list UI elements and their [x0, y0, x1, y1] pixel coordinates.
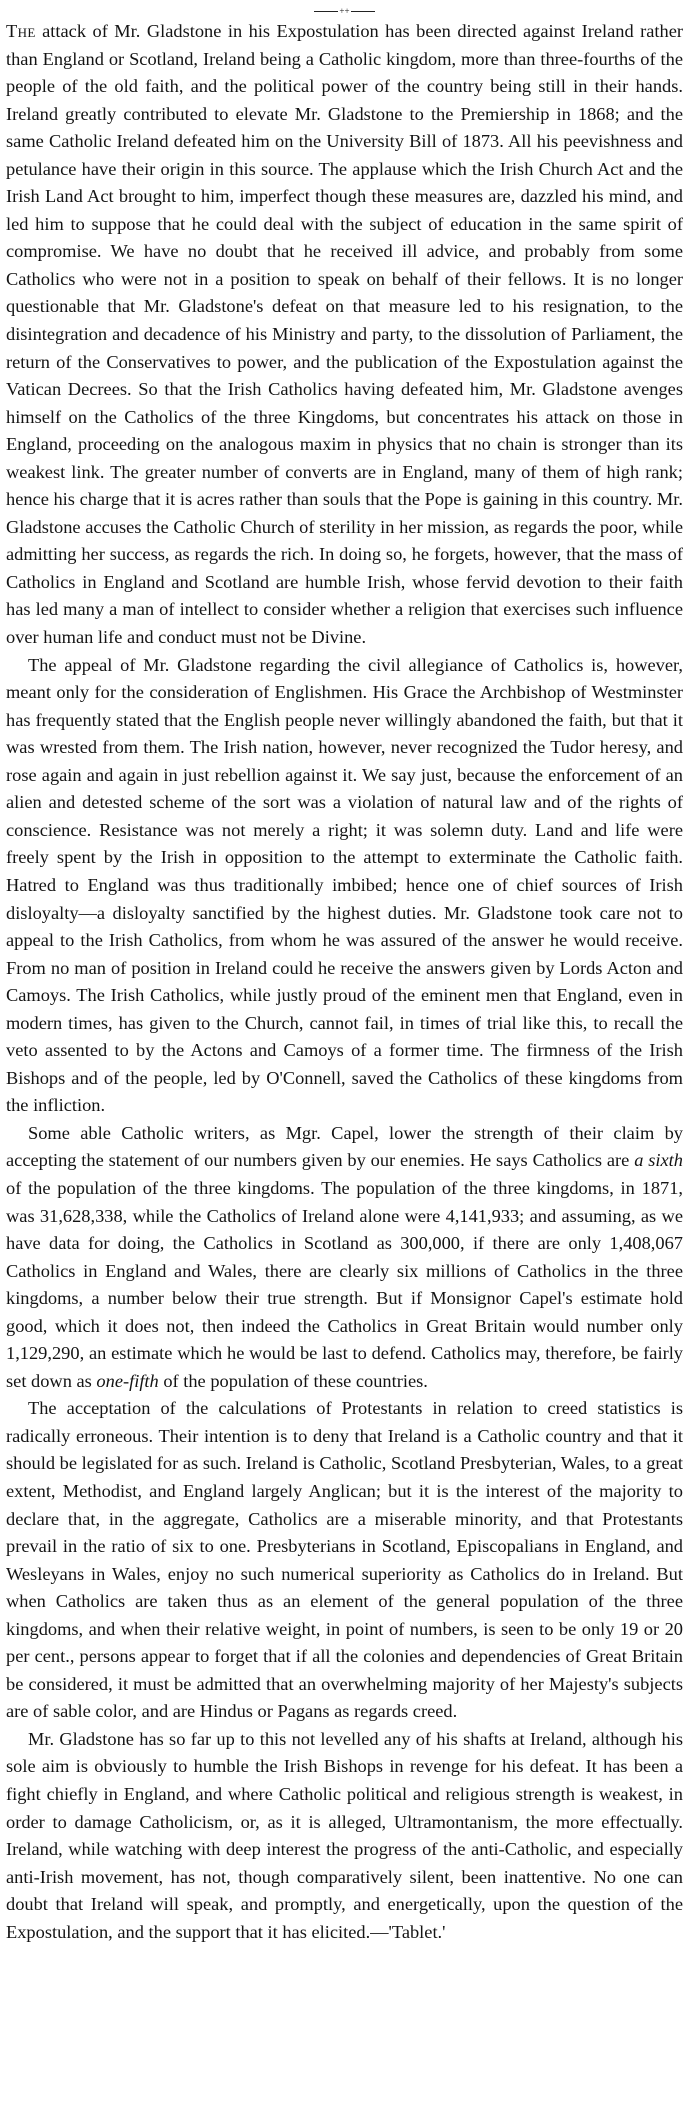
paragraph-5: Mr. Gladstone has so far up to this not levelled any of his shafts at Ireland, although his sole aim is obviously to humble the Irish Bishops in revenge for his defeat. It has been a fight chiefly in England, and where Catholic political and religious strength is weakest, in order to damage Catholicism, or, as it is alleged, Ultramontanism, the more effectually. Ireland, while watching with deep interest the progress of the anti-Catholic, and especially anti-Irish movement, has not, though comparatively silent, been inattentive. No one can doubt that Ireland will speak, and promptly, and energetically, upon the question of the Expostulation, and the support that it has elicited.—'Tablet.': [6, 1728, 683, 1942]
paragraph-4: The acceptation of the calculations of Protestants in relation to creed statistics is radically erroneous. Their intention is to deny that Ireland is a Catholic country and that it should be legislated for as such. Ireland is Catholic, Scotland Presbyterian, Wales, to a great extent, Methodist, and England largely Anglican; but it is the interest of the majority to declare that, in the aggregate, Catholics are a miserable minority, and that Protestants prevail in the ratio of six to one. Presbyterians in Scotland, Episcopalians in England, and Wesleyans in Wales, enjoy no such numerical superiority as Catholics do in Ireland. But when Catholics are taken thus as an element of the general population of the three kingdoms, and when their relative weight, in point of numbers, is seen to be only 19 or 20 per cent., persons appear to forget that if all the colonies and dependencies of Great Britain be considered, it must be admitted that an overwhelming majority of her Majesty's subjects are of sable color, and are Hindus or Pagans as regards creed.: [6, 1398, 683, 1722]
paragraph-3-text-c: of the population of these countries.: [158, 1370, 428, 1391]
ornament-rule-right: [351, 11, 375, 12]
ornament-mark: ++: [339, 5, 350, 16]
italic-one-fifth: one-fifth: [96, 1370, 159, 1391]
article-body: [6, 18, 683, 1946]
ornament-rule-left: [314, 11, 338, 12]
paragraph-2: The appeal of Mr. Gladstone regarding the civil allegiance of Catholics is, however, meant only for the consideration of Englishmen. His Grace the Archbishop of Westminster has frequently stated that the English people never willingly abandoned the faith, but that it was wrested from them. The Irish nation, however, never recognized the Tudor heresy, and rose again and again in just rebellion against it. We say just, because the enforcement of an alien and detested scheme of the sort was a violation of natural law and of the rights of conscience. Resistance was not merely a right; it was solemn duty. Land and life were freely spent by the Irish in opposition to the attempt to exterminate the Catholic faith. Hatred to England was thus traditionally imbibed; hence one of chief sources of Irish disloyalty—a disloyalty sanctified by the highest duties. Mr. Gladstone took care not to appeal to the Irish Catholics, from whom he was assured of the answer he would receive. From no man of position in Ireland could he receive the answers given by Lords Acton and Camoys. The Irish Catholics, while justly proud of the eminent men that England, even in modern times, has given to the Church, cannot fail, in times of trial like this, to recall the veto assented to by the Actons and Camoys of a former time. The firmness of the Irish Bishops and of the people, led by O'Connell, saved the Catholics of these kingdoms from the infliction.: [6, 654, 683, 1116]
paragraph-3-text-a: Some able Catholic writers, as Mgr. Capel, lower the strength of their claim by accepting the statement of our numbers given by our enemies. He says Catholics are: [6, 1122, 683, 1171]
lead-word: The: [6, 21, 36, 41]
paragraph-3-text-b: of the population of the three kingdoms. The population of the three kingdoms, in 1871, was 31,628,338, while the Catholics of Ireland alone were 4,141,933; and assuming, as we have data for doing, the Catholics in Scotland as 300,000, if there are only 1,408,067 Catholics in England and Wales, there are clearly six millions of Catholics in the three kingdoms, a number below their true strength. But if Monsignor Capel's estimate hold good, which it does not, then indeed the Catholics in Great Britain would number only 1,129,290, an estimate which he would be last to defend. Catholics may, therefore, be fairly set down as: [6, 1177, 683, 1391]
italic-a-sixth: a sixth: [634, 1150, 683, 1171]
paragraph-1-text: attack of Mr. Gladstone in his Expostulation has been directed against Ireland rather than England or Scotland, Ireland being a Catholic kingdom, more than three-fourths of the people of the old faith, and the political power of the country being still in their hands. Ireland greatly contributed to elevate Mr. Gladstone to the Premiership in 1868; and the same Catholic Ireland defeated him on the University Bill of 1873. All his peevishness and petulance have their origin in this source. The applause which the Irish Church Act and the Irish Land Act brought to him, imperfect though these measures are, dazzled his mind, and led him to suppose that he could deal with the subject of education in the same spirit of compromise. We have no doubt that he received ill advice, and probably from some Catholics who were not in a position to speak on behalf of their fellows. It is no longer questionable that Mr. Gladstone's defeat on that measure led to his resignation, to the disintegration and decadence of his Ministry and party, to the dissolution of Parliament, the return of the Conservatives to power, and the publication of the Expostulation against the Vatican Decrees. So that the Irish Catholics having defeated him, Mr. Gladstone avenges himself on the Catholics of the three Kingdoms, but concentrates his attack on those in England, proceeding on the analogous maxim in physics that no chain is stronger than its weakest link. The greater number of converts are in England, many of them of high rank; hence his charge that it is acres rather than souls that the Pope is gaining in this country. Mr. Gladstone accuses the Catholic Church of sterility in her mission, as regards the poor, while admitting her success, as regards the rich. In doing so, he forgets, however, that the mass of Catholics in England and Scotland are humble Irish, whose fervid devotion to their faith has led many a man of intellect to consider whether a religion that exercises such influence over human life and conduct must not be Divine.: [6, 21, 683, 648]
section-ornament: [6, 4, 683, 18]
paragraph-3: [6, 1120, 683, 1395]
paragraph-1: [6, 18, 683, 652]
